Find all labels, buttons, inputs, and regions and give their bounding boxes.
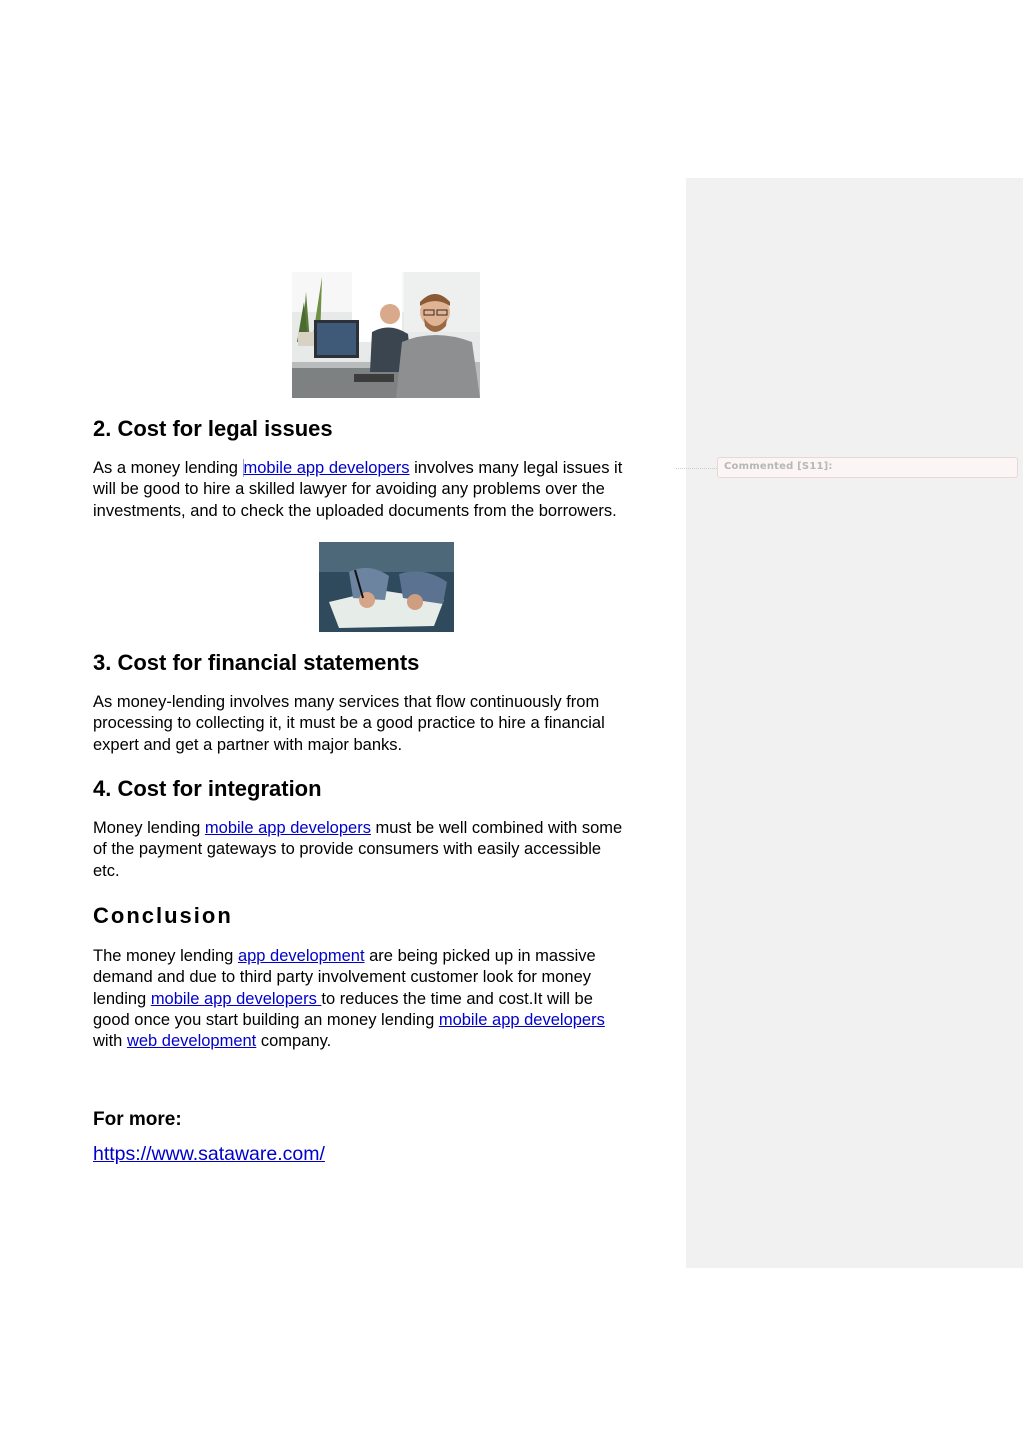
paragraph-legal <box>93 458 683 522</box>
office-photo <box>292 272 480 398</box>
section-heading-integration: 4. Cost for integration <box>93 776 322 801</box>
text-line: investments, and to check the uploaded documents from the borrowers. <box>93 501 617 520</box>
text-run: must be well combined with some <box>370 819 623 837</box>
text-line <box>93 1010 683 1031</box>
link-app-development[interactable]: app development <box>237 947 365 965</box>
link-mobile-app-developers[interactable]: mobile app developers <box>243 459 410 477</box>
text-line: demand and due to third party involvement customer look for money <box>93 968 592 987</box>
paragraph-conclusion <box>93 946 683 1052</box>
text-run: with <box>93 1032 127 1051</box>
url-line <box>93 1143 325 1166</box>
text-run: are being picked up in massive <box>364 947 596 965</box>
text-run: Money lending <box>93 819 205 837</box>
link-web-development[interactable]: web development <box>126 1032 257 1051</box>
text-line: will be good to hire a skilled lawyer for avoiding any problems over the <box>93 480 605 499</box>
text-line <box>93 458 683 479</box>
text-line <box>93 989 683 1010</box>
text-line <box>93 1031 683 1052</box>
text-line <box>93 946 683 967</box>
text-line: etc. <box>93 861 120 880</box>
text-line: processing to collecting it, it must be a good practice to hire a financial <box>93 714 605 733</box>
text-run: company. <box>256 1032 332 1051</box>
paragraph-financial <box>93 692 683 756</box>
text-run: to reduces the time and cost.It will be <box>321 989 593 1008</box>
comment-box[interactable] <box>717 457 1018 478</box>
paragraph-integration <box>93 818 683 882</box>
text-run: lending <box>93 989 151 1008</box>
link-mobile-app-developers[interactable]: mobile app developers <box>438 1010 605 1029</box>
comment-pane <box>686 178 1023 1268</box>
text-run: involves many legal issues it <box>409 459 623 477</box>
section-heading-legal: 2. Cost for legal issues <box>93 416 333 441</box>
text-line: of the payment gateways to provide consumers with easily accessible <box>93 840 602 859</box>
link-mobile-app-developers[interactable]: mobile app developers <box>150 989 322 1008</box>
link-mobile-app-developers[interactable]: mobile app developers <box>204 819 371 837</box>
text-line <box>93 818 683 839</box>
website-link[interactable]: https://www.sataware.com/ <box>93 1143 325 1165</box>
for-more-label: For more: <box>93 1109 182 1130</box>
section-heading-financial: 3. Cost for financial statements <box>93 650 420 675</box>
comment-label: Commented [S11]: <box>724 461 833 472</box>
text-run: As a money lending <box>93 459 243 477</box>
text-run: The money lending <box>93 947 238 965</box>
text-run: good once you start building an money lending <box>93 1010 439 1029</box>
section-heading-conclusion: Conclusion <box>93 903 233 928</box>
text-line: expert and get a partner with major banks. <box>93 735 403 754</box>
text-line: As money-lending involves many services that flow continuously from <box>93 693 600 711</box>
signing-photo <box>319 542 454 632</box>
